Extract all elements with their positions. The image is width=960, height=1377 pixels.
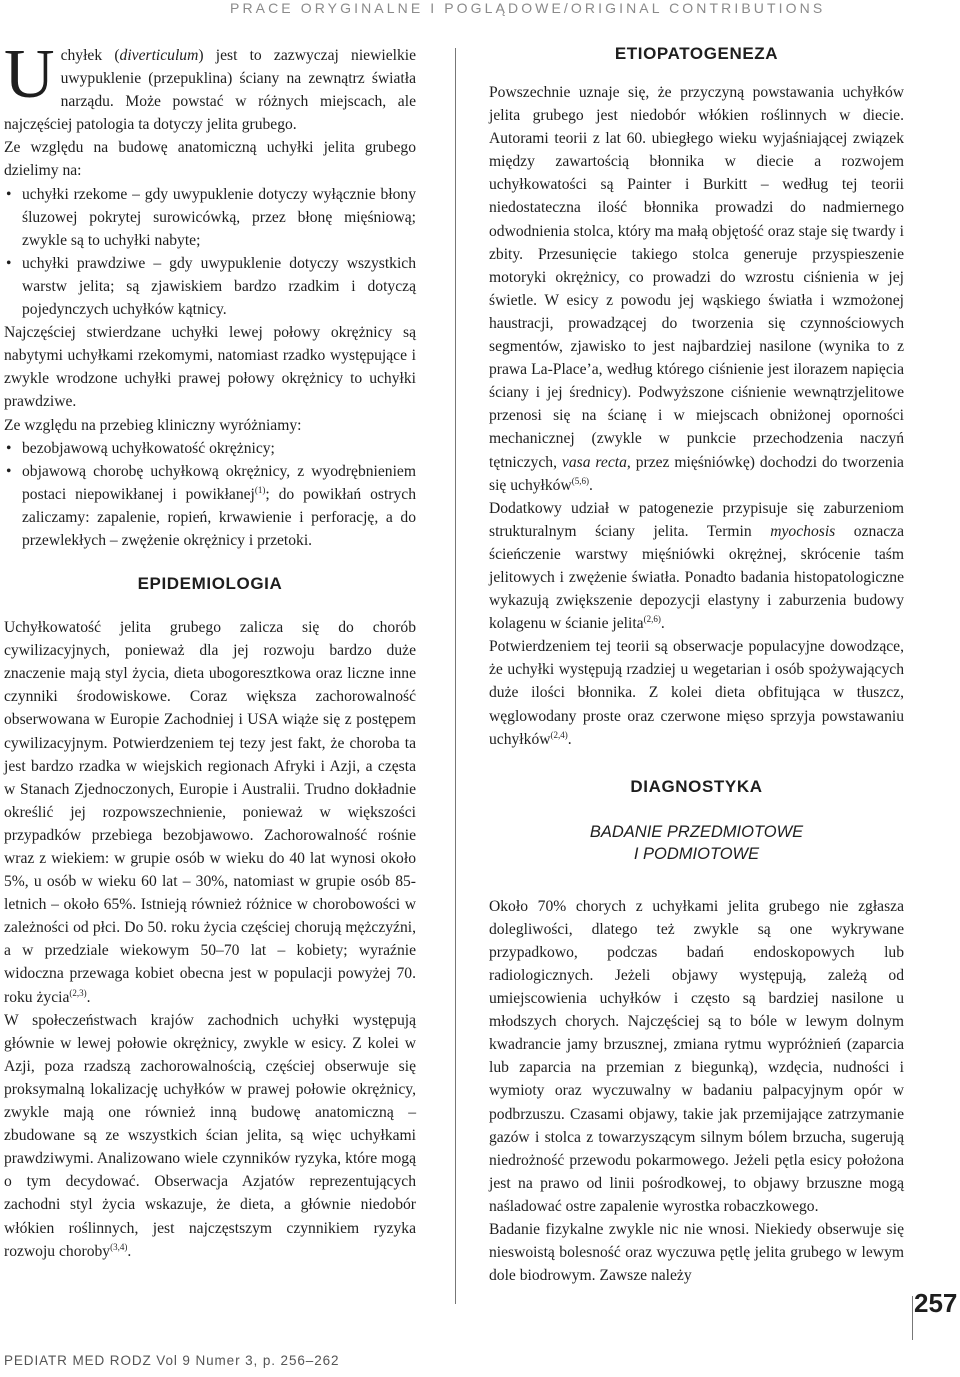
epidemiology-paragraph xyxy=(4,616,416,1009)
latin-term: myochosis xyxy=(770,522,836,540)
paragraph-text-cont: , przez mięśniówkę) dochodzi do tworzenia się uchyłków xyxy=(489,453,904,494)
subsection-heading-line: BADANIE PRZEDMIOTOWE xyxy=(589,822,804,841)
subsection-heading xyxy=(489,821,904,865)
intro-paragraph xyxy=(4,36,416,136)
clinical-intro: Ze względu na przebieg kliniczny wyróżniamy: xyxy=(4,416,302,434)
paragraph-text-end: . xyxy=(86,988,91,1006)
clinical-item-text: objawową chorobę uchyłkową okrężnicy, z wyodrębnieniem postaci niepowikłanej i powikłanej xyxy=(22,462,416,503)
clinical-list xyxy=(4,437,416,552)
section-heading-diagnostics: DIAGNOSTYKA xyxy=(630,776,763,796)
intro-text: chyłek ( xyxy=(60,47,120,64)
etiology-paragraph xyxy=(489,81,904,497)
page-number: 257 xyxy=(914,1288,958,1318)
paragraph-text: Dodatkowy udział w patogenezie przypisuje się zaburzeniom strukturalnym ściany jelita. Termin xyxy=(489,499,904,540)
paragraph-text-end: . xyxy=(588,476,593,494)
paragraph-text-cont: oznacza ścieńczenie warstwy mięśniówki okrężnej, skrócenie taśm jelitowych i zwężenie światła. Ponadto badania histopatologiczne wykazują zwiększenie depozycji elastyny i zaburzenia budowy kolagenu w ścianie jelita xyxy=(489,522,904,633)
paragraph-text: W społeczeństwach krajów zachodnich uchyłki występują głównie w lewej połowie okrężnicy, zwykle w esicy. Z kolei w Azji, poza rzadszą zachorowalnością, częściej obserwuje się proksymalną lokalizację uchyłków w prawej połowie okrężnicy, zwykle mają one również inną budowę anatomiczną – zbudowane są ze wszystkich ścian jelita, są więc uchyłkami prawdziwymi. Analizowano wiele czynników ryzyka, które mogą o tym decydować. Obserwacja Azjatów reprezentujących zachodni styl życia wskazuje, że dieta, a głównie niedobór włókien roślinnych, jest najczęstszym czynnikiem ryzyka rozwoju choroby xyxy=(4,1011,416,1260)
epidemiology-paragraph-2 xyxy=(4,1009,416,1263)
list-item: • uchyłki rzekome – gdy uwypuklenie dotyczy wyłącznie błony śluzowej pokrytej surowicówką, przez błonę mięśniową; zwykle są to uchyłki nabyte; xyxy=(4,183,416,252)
anatomy-intro: Ze względu na budowę anatomiczną uchyłki jelita grubego dzielimy na: xyxy=(4,139,416,180)
journal-footer: PEDIATR MED RODZ Vol 9 Numer 3, p. 256–262 xyxy=(4,1353,340,1368)
citation: (5,6) xyxy=(571,475,589,486)
right-column xyxy=(489,44,904,1287)
frequency-paragraph: Najczęściej stwierdzane uchyłki lewej połowy okrężnicy są nabytymi uchyłkami rzekomymi, natomiast rzadko występujące i zwykle wrodzone uchyłki prawej połowy okrężnicy to uchyłki prawdziwe. xyxy=(4,324,416,411)
citation: (3,4) xyxy=(110,1241,128,1252)
citation: (2,6) xyxy=(643,613,661,624)
list-item xyxy=(4,460,416,552)
citation: (2,4) xyxy=(550,729,568,740)
paragraph-text: Powszechnie uznaje się, że przyczyną powstawania uchyłków jelita grubego jest niedobór włókien roślinnych w diecie. Autorami teorii z lat 60. ubiegłego wieku wyjaśniającej związek między zawartością błonnika w diecie a rozwojem uchyłkowatości są Painter i Burkitt – według tej teorii niedostateczna ilość błonnika prowadzi do nadmiernego odwodnienia stolca, który ma małą objętość oraz staje się twardy i zbity. Przesunięcie takiego stolca generuje przyspieszenie motoryki okrężnicy, co prowadzi do wzrostu ciśnienia w jej świetle. W esicy z powodu jej wąskiego światła i wzmożonej haustracji, prowadzącej do tworzenia się czynnościowych segmentów, zjawisko to jest najbardziej nasilone (wynika to z prawa La-Place’a, według którego ciśnienie jest ilorazem napięcia ściany i jej średnicy). Podwyższone ciśnienie wewnątrzjelitowe przenosi się na ścianę i w miejscach obniżonej oporności mechanicznej (zwykle w punkcie przechodzenia naczyń tętniczych, xyxy=(489,84,904,471)
diagnostics-paragraph: Około 70% chorych z uchyłkami jelita grubego nie zgłasza dolegliwości, dlatego też zwykle są one wykrywane przypadkowo, podczas badań endoskopowych lub radiologicznych. Jeżeli objawy występują, zależą od umiejscowienia uchyłków i często są bardziej nasilone u młodszych chorych. Najczęściej są to bóle w lewym dolnym kwadrancie jamy brzusznej, zmiana rytmu wypróżnień (zaparcia lub zaparcia na przemian z biegunką), wzdęcia, nudności i wymioty oraz wyczuwalny w badaniu palpacyjnym opór w podbrzuszu. Czasami objawy, takie jak przemijające zatrzymanie gazów i stolca z towarzyszącym silnym bólem brzucha, sugerują niedrożność przewodu pokarmowego. Jeżeli pętla esicy położona jest na prawo od linii pośrodkowej, to objawy brzuszne mogą naśladować ostre zapalenie wyrostka robaczkowego. xyxy=(489,897,904,1215)
paragraph-text-end: . xyxy=(567,730,572,748)
section-heading-epidemiology: EPIDEMIOLOGIA xyxy=(137,574,283,594)
citation: (2,3) xyxy=(69,987,87,998)
subsection-heading-line: I PODMIOTOWE xyxy=(633,844,760,863)
diagnostics-paragraph-2: Badanie fizykalne zwykle nic nie wnosi. Niekiedy obserwuje się nieswoistą bolesność oraz wyczuwa pętlę jelita grubego w lewym dole biodrowym. Zawsze należy xyxy=(489,1221,904,1285)
intro-latin-term: diverticulum xyxy=(119,47,199,64)
etiology-paragraph-3 xyxy=(489,635,904,750)
citation: (1) xyxy=(254,484,266,495)
paragraph-text-end: . xyxy=(127,1242,132,1260)
left-column xyxy=(4,36,417,1263)
latin-term: vasa recta xyxy=(561,453,627,471)
paragraph-text: Uchyłkowatość jelita grubego zalicza się do chorób cywilizacyjnych, ponieważ dla jej rozwoju bardzo duże znaczenie mają styl życia, dieta ubogoresztkowa oraz liczne inne czynniki środowiskowe. Coraz większa zachorowalność obserwowana w Europie Zachodniej i USA wiąże się z postępem cywilizacyjnym. Potwierdzeniem tej tezy jest fakt, że choroba ta jest bardzo rzadka w wiejskich regionach Afryki i Azji, a częsta w Stanach Zjednoczonych, Europie i Australii. Trudno dokładnie określić jej rozpowszechnienie, ponieważ w większości przypadków przebiega bezobjawowo. Zachorowalność rośnie wraz z wiekiem: w grupie osób w wieku do 40 lat wynosi około 5%, u osób w wieku 60 lat – 30%, natomiast w grupie osób 85-letnich – około 65%. Istnieją również różnice w chorobowości w zależności od płci. Do 50. roku życia częściej chorują mężczyźni, a w przedziale wiekowym 50–70 lat – kobiety; wyraźnie widoczna przewaga kobiet obecna jest w populacji powyżej 70. roku życia xyxy=(4,619,416,1006)
anatomy-list xyxy=(4,183,416,322)
page-number-rule xyxy=(912,1296,913,1340)
clinical-item-text-rest: ; do powikłań ostrych zaliczamy: zapalenie, ropień, krwawienie i perforację, a do przewlekłych – zwężenie okrężnicy i przetoki. xyxy=(22,485,417,549)
section-heading-etiology: ETIOPATOGENEZA xyxy=(614,44,779,63)
intro-text-rest: ) jest to zazwyczaj niewielkie uwypuklenie (przepuklina) ściany na zewnątrz światła narządu. Może powstać w różnych miejscach, ale najczęściej patologia ta dotyczy jelita grubego. xyxy=(4,47,416,134)
etiology-paragraph-2 xyxy=(489,497,904,636)
column-divider xyxy=(455,48,456,1304)
list-item: • uchyłki prawdziwe – gdy uwypuklenie dotyczy wszystkich warstw jelita; są zjawiskiem bardzo rzadkim i dotyczą pojedynczych uchyłków kątnicy. xyxy=(4,252,416,321)
paragraph-text-end: . xyxy=(660,615,665,633)
running-header: PRACE ORYGINALNE I POGLĄDOWE/ORIGINAL CONTRIBUTIONS xyxy=(230,0,826,16)
paragraph-text: Potwierdzeniem tej teorii są obserwacje populacyjne dowodzące, że uchyłki występują rzadziej u wegetarian i osób spożywających duże ilości błonnika. Z kolei dieta obfitująca w tłuszcz, węglowodany proste oraz czerwone mięso sprzyja powstawaniu uchyłków xyxy=(489,638,904,748)
list-item: • bezobjawową uchyłkowatość okrężnicy; xyxy=(4,437,416,460)
drop-cap: U xyxy=(4,36,55,113)
